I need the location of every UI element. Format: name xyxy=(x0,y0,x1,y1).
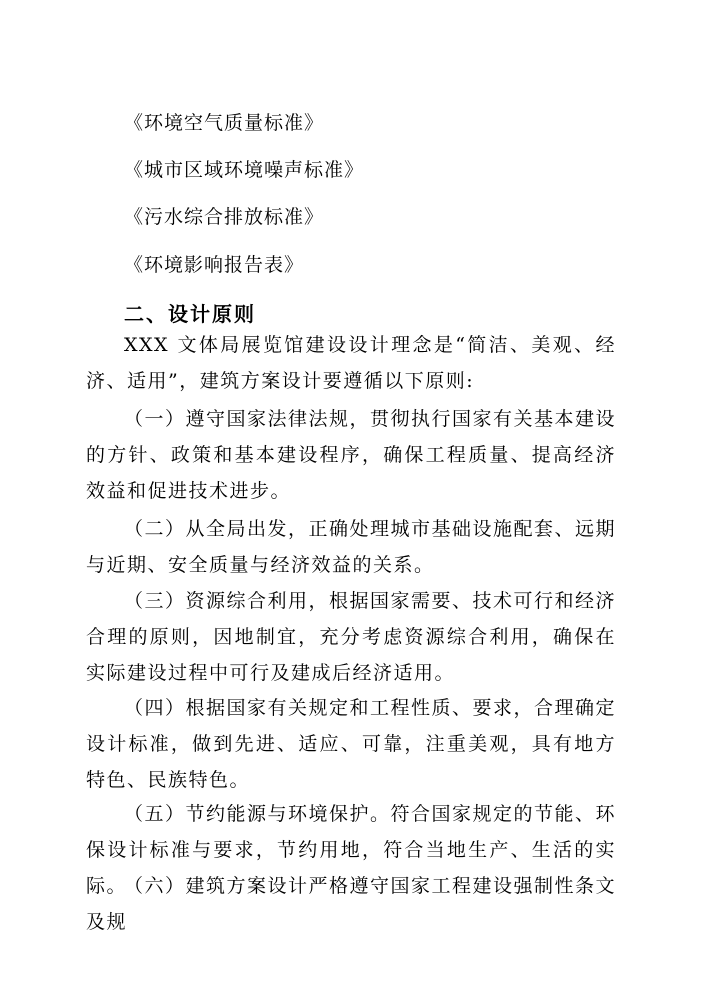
paragraph-principle-5: （五）节约能源与环境保护。符合国家规定的节能、环保设计标准与要求，节约用地，符合当地生产、生活的实际。 xyxy=(86,803,617,897)
paragraph-principle-2: （二）从全局出发，正确处理城市基础设施配套、远期与近期、安全质量与经济效益的关系。 xyxy=(86,518,617,576)
standard-item-noise: 《城市区域环境噪声标准》 xyxy=(124,159,365,181)
section-heading: 二、设计原则 xyxy=(124,302,256,326)
paragraph-intro: XXX 文体局展览馆建设设计理念是“简洁、美观、经济、适用”，建筑方案设计要遵循以下原则: xyxy=(86,334,616,392)
standard-item-sewage: 《污水综合排放标准》 xyxy=(124,206,325,228)
paragraph-principle-3: （三）资源综合利用，根据国家需要、技术可行和经济合理的原则，因地制宜，充分考虑资源综合利用，确保在实际建设过程中可行及建成后经济适用。 xyxy=(86,590,617,684)
paragraph-principle-4: （四）根据国家有关规定和工程性质、要求，合理确定设计标准，做到先进、适应、可靠，注重美观，具有地方特色、民族特色。 xyxy=(86,697,617,791)
standard-item-impact-report: 《环境影响报告表》 xyxy=(124,254,305,276)
standard-item-air-quality: 《环境空气质量标准》 xyxy=(124,112,325,134)
paragraph-principle-1: （一）遵守国家法律法规，贯彻执行国家有关基本建设的方针、政策和基本建设程序，确保工程质量、提高经济效益和促进技术进步。 xyxy=(86,408,617,502)
paragraph-principle-6: （六）建筑方案设计严格遵守国家工程建设强制性条文及规 xyxy=(86,875,617,933)
